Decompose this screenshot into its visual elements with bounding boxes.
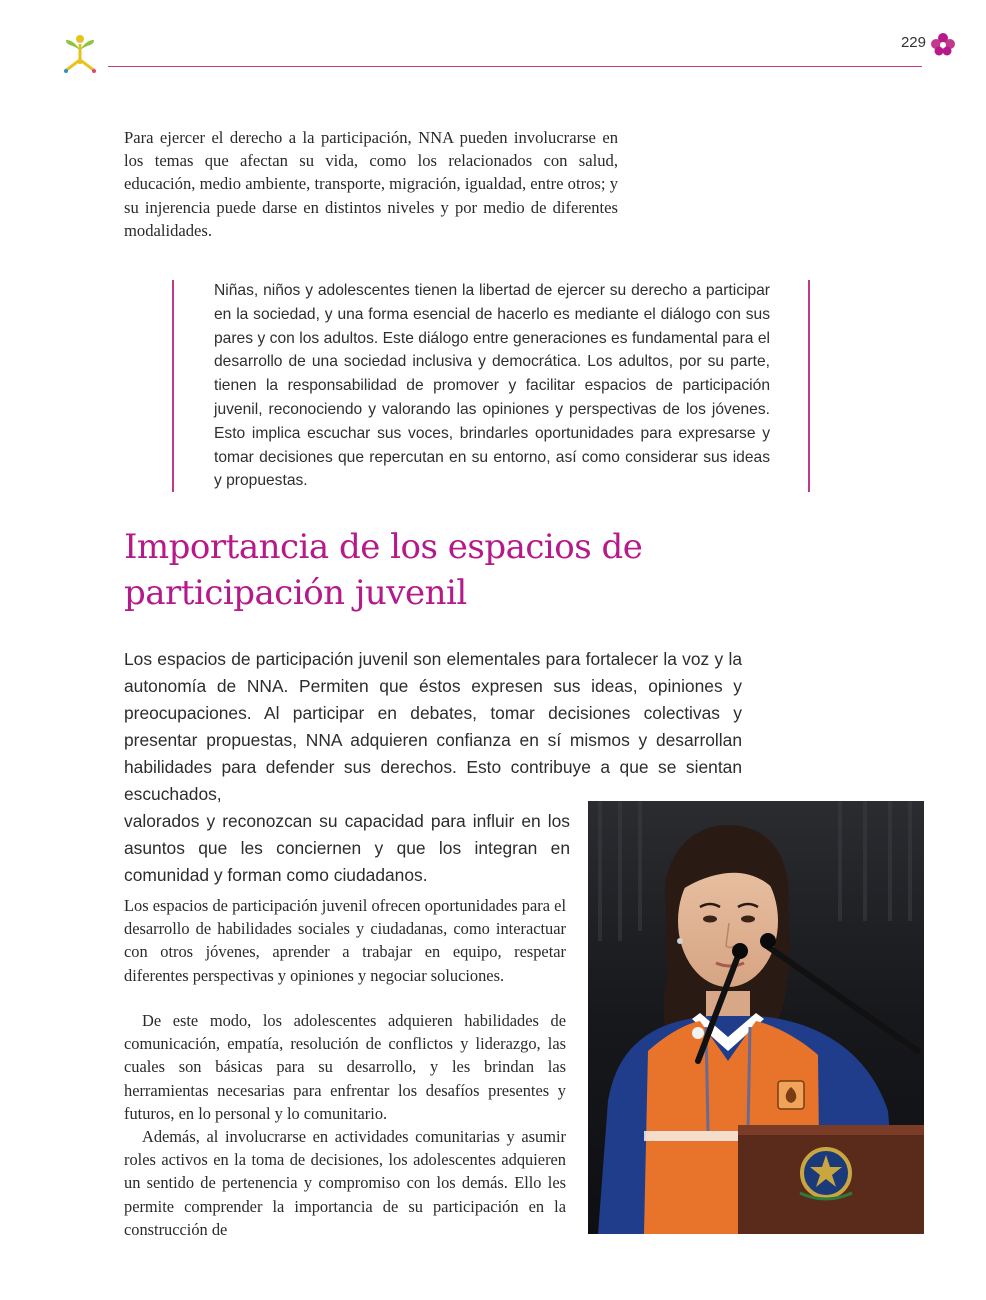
intro-paragraph: Para ejercer el derecho a la participación, NNA pueden involucrarse en los temas que afectan su vida, como los relacionados con salud, educación, medio ambiente, transporte, migración, igualdad, entre otros; y su injerencia puede darse en distintos niveles y por medio de diferentes modalidades. <box>124 128 618 240</box>
page-number: 229 <box>900 34 926 51</box>
section-heading: Importancia de los espacios de participación juvenil <box>124 527 643 613</box>
header-rule <box>108 66 922 67</box>
highlight-box-text: Niñas, niños y adolescentes tienen la libertad de ejercer su derecho a participar en la sociedad, y una forma esencial de hacerlo es mediante el diálogo con sus pares y con los adultos. Este diálogo entre generaciones es fundamental para el desarrollo de una sociedad inclusiva y democrática. Los adultos, por su parte, tienen la responsabilidad de promover y facilitar espacios de participación juvenil, reconociendo y valorando las opiniones y perspectivas de los jóvenes. Esto implica escuchar sus voces, brindarles oportunidades para expresarse y tomar decisiones que repercutan en su entorno, así como considerar sus ideas y propuestas. <box>214 282 770 490</box>
highlight-box-left-rule <box>172 280 174 492</box>
person-sprout-icon <box>60 30 100 74</box>
section-paragraph-1-full-width: Los espacios de participación juvenil son elementales para fortalecer la voz y la autonomía de NNA. Permiten que éstos expresen sus ideas, opiniones y preocupaciones. Al participar en debates, tomar decisiones colectivas y presentar propuestas, NNA adquieren confianza en sí mismos y desarrollan habilidades para defender sus derechos. Esto contribuye a que se sientan escuchados, <box>124 649 742 804</box>
young-woman-speaking-at-podium-photo <box>588 801 924 1234</box>
section-paragraph-1-wrapped: valorados y reconozcan su capacidad para influir en los asuntos que les conciernen y que los integran en comunidad y forman como ciudadanos. <box>124 811 570 885</box>
section-paragraph-4: Además, al involucrarse en actividades comunitarias y asumir roles activos en la toma de decisiones, los adolescentes adquieren un sentido de pertenencia y compromiso con los demás. Ello les permite comprender la importancia de su participación en la construcción de <box>124 1127 566 1239</box>
section-paragraph-2: Los espacios de participación juvenil ofrecen oportunidades para el desarrollo de habilidades sociales y ciudadanas, como interactuar con otros jóvenes, aprender a trabajar en equipo, respetar diferentes perspectivas y opiniones y negociar soluciones. <box>124 896 566 985</box>
flower-icon <box>930 32 956 56</box>
highlight-box-right-rule <box>808 280 810 492</box>
section-paragraph-3: De este modo, los adolescentes adquieren habilidades de comunicación, empatía, resolución de conflictos y liderazgo, las cuales son básicas para su desarrollo, y les brindan las herramientas necesarias para enfrentar los desafíos presentes y futuros, en lo personal y lo comunitario. <box>124 1011 566 1123</box>
